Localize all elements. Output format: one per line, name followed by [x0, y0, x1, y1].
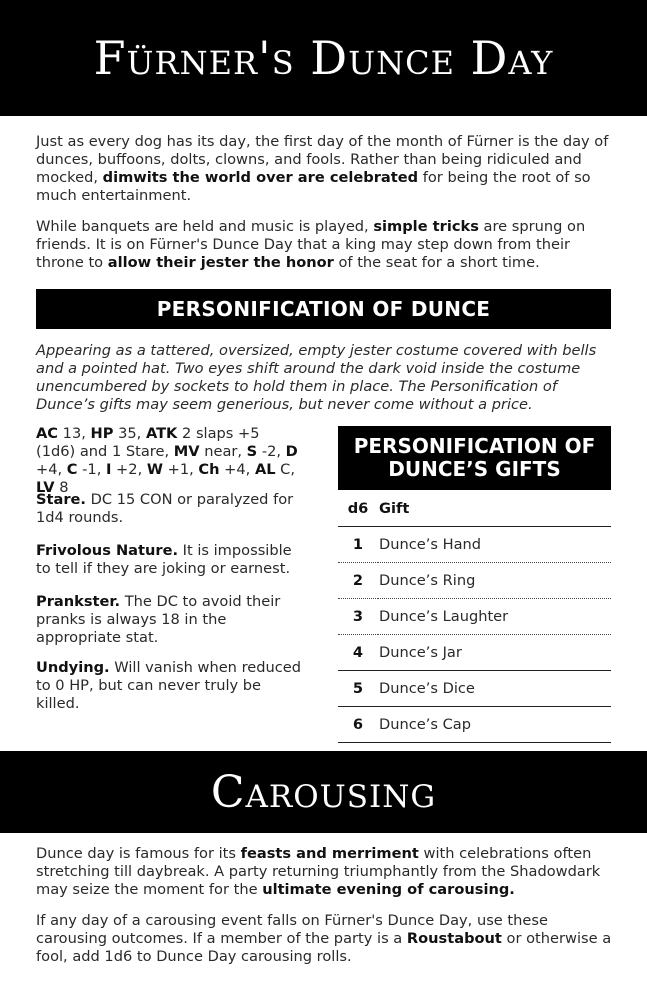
body-text: -2, [257, 443, 286, 460]
table-row [338, 707, 611, 743]
gifts-table-title: PERSONIFICATION OF DUNCE’S GIFTS [338, 426, 611, 490]
table-row [338, 527, 611, 563]
table-row [338, 635, 611, 671]
carousing-title-banner [0, 751, 647, 833]
roll-cell: 3 [338, 599, 378, 635]
emphasis-text: Roustabout [406, 930, 502, 947]
gift-cell: Dunce’s Ring [378, 563, 611, 599]
body-text: or otherwise a fool, add 1d6 to Dunce Day carousing rolls. [36, 930, 612, 965]
page-title-banner [0, 0, 647, 116]
gift-cell: Dunce’s Jar [378, 635, 611, 671]
body-text: -1, [77, 461, 106, 478]
gifts-table [338, 490, 611, 743]
roll-cell: 1 [338, 527, 378, 563]
emphasis-text: ATK [145, 425, 178, 442]
emphasis-text: ultimate evening of carousing. [262, 881, 515, 898]
body-text: +2, [111, 461, 147, 478]
body-text: 2 slaps +5 (1d6) and 1 Stare, [36, 425, 260, 460]
table-row [338, 563, 611, 599]
page-title: Fürner's Dunce Day [93, 31, 554, 85]
table-row [338, 599, 611, 635]
body-text: 35, [113, 425, 146, 442]
emphasis-text: simple tricks [373, 218, 479, 235]
body-text: Just as every dog has its day, the first day of the month of Fürner is the day of dunces, buffoons, dolts, clowns, and fools. Rather than being ridiculed and mocked, [36, 133, 609, 186]
body-text: If any day of a carousing event falls on Fürner's Dunce Day, use these carousing outcomes. If a member of the party is a [36, 912, 548, 947]
emphasis-text: S [246, 443, 258, 460]
ability-undying [36, 659, 301, 713]
roll-cell: 2 [338, 563, 378, 599]
emphasis-text: AL [254, 461, 276, 478]
monster-stat-block [36, 425, 301, 497]
emphasis-text: dimwits the world over are celebrated [102, 169, 419, 186]
carousing-paragraph-1 [36, 845, 616, 899]
intro-paragraph-1 [36, 133, 616, 205]
gift-cell: Dunce’s Dice [378, 671, 611, 707]
ability-text: Will vanish when reduced to 0 HP, but can never truly be killed. [36, 659, 302, 712]
ability-text: The DC to avoid their pranks is always 18 in the appropriate stat. [36, 593, 281, 646]
emphasis-text: D [285, 443, 298, 460]
gift-cell: Dunce’s Cap [378, 707, 611, 743]
column-header-d6: d6 [338, 490, 378, 527]
ability-stare [36, 491, 301, 527]
ability-name: Undying. [36, 659, 110, 676]
body-text: 8 [54, 479, 69, 496]
roll-cell: 5 [338, 671, 378, 707]
emphasis-text: Ch [198, 461, 220, 478]
body-text: +4, [219, 461, 255, 478]
section-heading-personification: PERSONIFICATION OF DUNCE [36, 289, 611, 329]
column-header-gift: Gift [378, 490, 611, 527]
table-row [338, 671, 611, 707]
emphasis-text: feasts and merriment [240, 845, 419, 862]
body-text: are sprung on friends. It is on Fürner's Dunce Day that a king may step down from their throne to [36, 218, 586, 271]
body-text: near, [199, 443, 247, 460]
ability-text: DC 15 CON or paralyzed for 1d4 rounds. [36, 491, 294, 526]
gift-cell: Dunce’s Laughter [378, 599, 611, 635]
ability-prankster [36, 593, 301, 647]
emphasis-text: allow their jester the honor [107, 254, 334, 271]
intro-paragraph-2 [36, 218, 616, 272]
emphasis-text: HP [90, 425, 114, 442]
body-text: While banquets are held and music is played, [36, 218, 374, 235]
body-text: of the seat for a short time. [333, 254, 540, 271]
ability-name: Frivolous Nature. [36, 542, 179, 559]
body-text: 13, [58, 425, 91, 442]
emphasis-text: LV [36, 479, 55, 496]
body-text: Dunce day is famous for its [36, 845, 241, 862]
emphasis-text: W [146, 461, 163, 478]
ability-frivolous-nature [36, 542, 301, 578]
emphasis-text: C [66, 461, 78, 478]
table-header-row [338, 490, 611, 527]
body-text: with celebrations often stretching till daybreak. A party returning triumphantly from the Shadowdark may seize the moment for the [36, 845, 601, 898]
ability-name: Stare. [36, 491, 86, 508]
emphasis-text: AC [36, 425, 59, 442]
ability-text: It is impossible to tell if they are joking or earnest. [36, 542, 292, 577]
body-text: for being the root of so much entertainment. [36, 169, 591, 204]
body-text: C, [275, 461, 296, 478]
roll-cell: 6 [338, 707, 378, 743]
emphasis-text: MV [173, 443, 200, 460]
ability-name: Prankster. [36, 593, 121, 610]
body-text: +1, [162, 461, 199, 478]
carousing-title: Carousing [210, 766, 437, 818]
carousing-paragraph-2 [36, 912, 616, 966]
body-text: +4, [36, 461, 67, 478]
gift-cell: Dunce’s Hand [378, 527, 611, 563]
roll-cell: 4 [338, 635, 378, 671]
monster-description: Appearing as a tattered, oversized, empty jester costume covered with bells and a pointed hat. Two eyes shift around the dark void inside the costume unencumbered by sockets to hold them in place. The Personification of Dunce’s gifts may seem generious, but never come without a price. [36, 342, 597, 413]
emphasis-text: I [105, 461, 112, 478]
